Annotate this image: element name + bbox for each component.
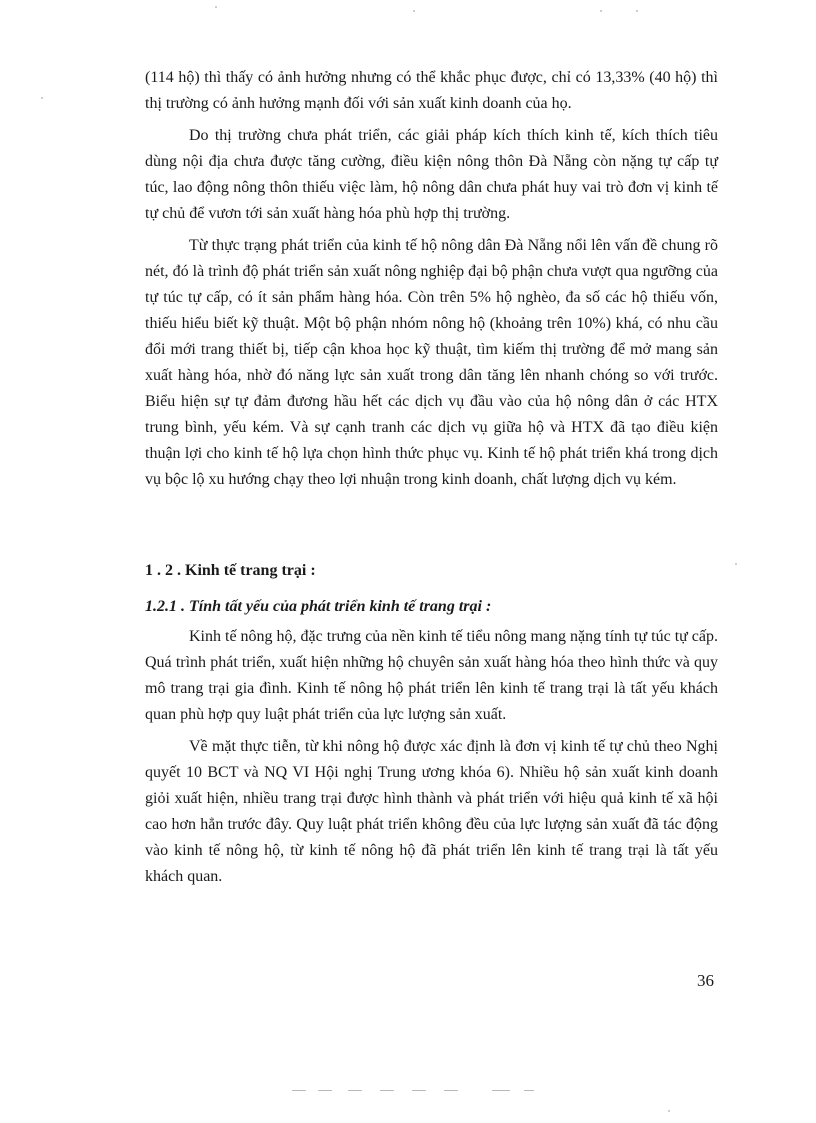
scan-mark — [292, 1090, 306, 1091]
subsection-heading: 1.2.1 . Tính tất yếu của phát triển kinh tế trang trại : — [145, 598, 492, 615]
scan-mark — [636, 10, 638, 12]
paragraph-3: Từ thực trạng phát triển của kinh tế hộ nông dân Đà Nẵng nổi lên vấn đề chung rõ nét, đó là trình độ phát triển sản xuất nông nghiệp đại bộ phận chưa vượt qua ngưỡng của tự túc tự cấp, có ít sản phẩm hàng hóa. Còn trên 5% hộ nghèo, đa số các hộ thiếu vốn, thiếu hiểu biết kỹ thuật. Một bộ phận nhóm nông hộ (khoảng trên 10%) khá, có nhu cầu đổi mới trang thiết bị, tiếp cận khoa học kỹ thuật, tìm kiếm thị trường để mở mang sản xuất hàng hóa, nhờ đó năng lực sản xuất trong dân tăng lên nhanh chóng so với trước. Biểu hiện sự tự đảm đương hầu hết các dịch vụ đầu vào của hộ nông dân ở các HTX trung bình, yếu kém. Và sự cạnh tranh các dịch vụ giữa hộ và HTX đã tạo điều kiện thuận lợi cho kinh tế hộ lựa chọn hình thức phục vụ. Kinh tế hộ phát triển khá trong dịch vụ bộc lộ xu hướng chạy theo lợi nhuận trong kinh doanh, chất lượng dịch vụ kém. — [145, 237, 718, 488]
scan-mark — [215, 6, 217, 8]
paragraph-5: Về mặt thực tiễn, từ khi nông hộ được xác định là đơn vị kinh tế tự chủ theo Nghị quyết 10 BCT và NQ VI Hội nghị Trung ương khóa 6). Nhiều hộ sản xuất kinh doanh giỏi xuất hiện, nhiều trang trại được hình thành và phát triển với hiệu quả kinh tế xã hội cao hơn hẳn trước đây. Quy luật phát triển không đều của lực lượng sản xuất đã tác động vào kinh tế nông hộ, từ kinh tế nông hộ đã phát triển lên kinh tế trang trại là tất yếu khách quan. — [145, 738, 718, 885]
scan-mark — [412, 1090, 426, 1091]
paragraph-1: (114 hộ) thì thấy có ảnh hưởng nhưng có thể khắc phục được, chỉ có 13,33% (40 hộ) thì thị trường có ảnh hưởng mạnh đối với sản xuất kinh doanh của họ. — [145, 69, 718, 112]
scan-mark — [413, 10, 415, 12]
scan-mark — [41, 97, 43, 99]
body-text-top — [145, 65, 718, 493]
scan-mark — [380, 1090, 394, 1091]
paragraph-2: Do thị trường chưa phát triển, các giải pháp kích thích kinh tế, kích thích tiêu dùng nội địa chưa được tăng cường, điều kiện nông thôn Đà Nẵng còn nặng tự cấp tự túc, lao động nông thôn thiếu việc làm, hộ nông dân chưa phát huy vai trò đơn vị kinh tế tự chủ để vươn tới sản xuất hàng hóa phù hợp thị trường. — [145, 127, 718, 222]
scan-mark — [348, 1090, 362, 1091]
section-heading-block — [145, 558, 718, 584]
scan-mark — [524, 1090, 534, 1091]
scan-mark — [600, 10, 602, 12]
page-number: 36 — [697, 971, 714, 990]
scan-mark — [735, 563, 737, 565]
scan-mark — [444, 1090, 458, 1091]
subsection-heading-block — [145, 594, 718, 620]
scan-mark — [668, 1110, 670, 1112]
body-text-bottom — [145, 624, 718, 890]
paragraph-4: Kinh tế nông hộ, đặc trưng của nền kinh tế tiểu nông mang nặng tính tự túc tự cấp. Quá trình phát triển, xuất hiện những hộ chuyên sản xuất hàng hóa theo hình thức và quy mô trang trại gia đình. Kinh tế nông hộ phát triển lên kinh tế trang trại là tất yếu khách quan phù hợp quy luật phát triển của lực lượng sản xuất. — [145, 628, 719, 723]
scan-mark — [492, 1090, 510, 1091]
scan-mark — [318, 1090, 332, 1091]
section-heading: 1 . 2 . Kinh tế trang trại : — [145, 562, 316, 579]
